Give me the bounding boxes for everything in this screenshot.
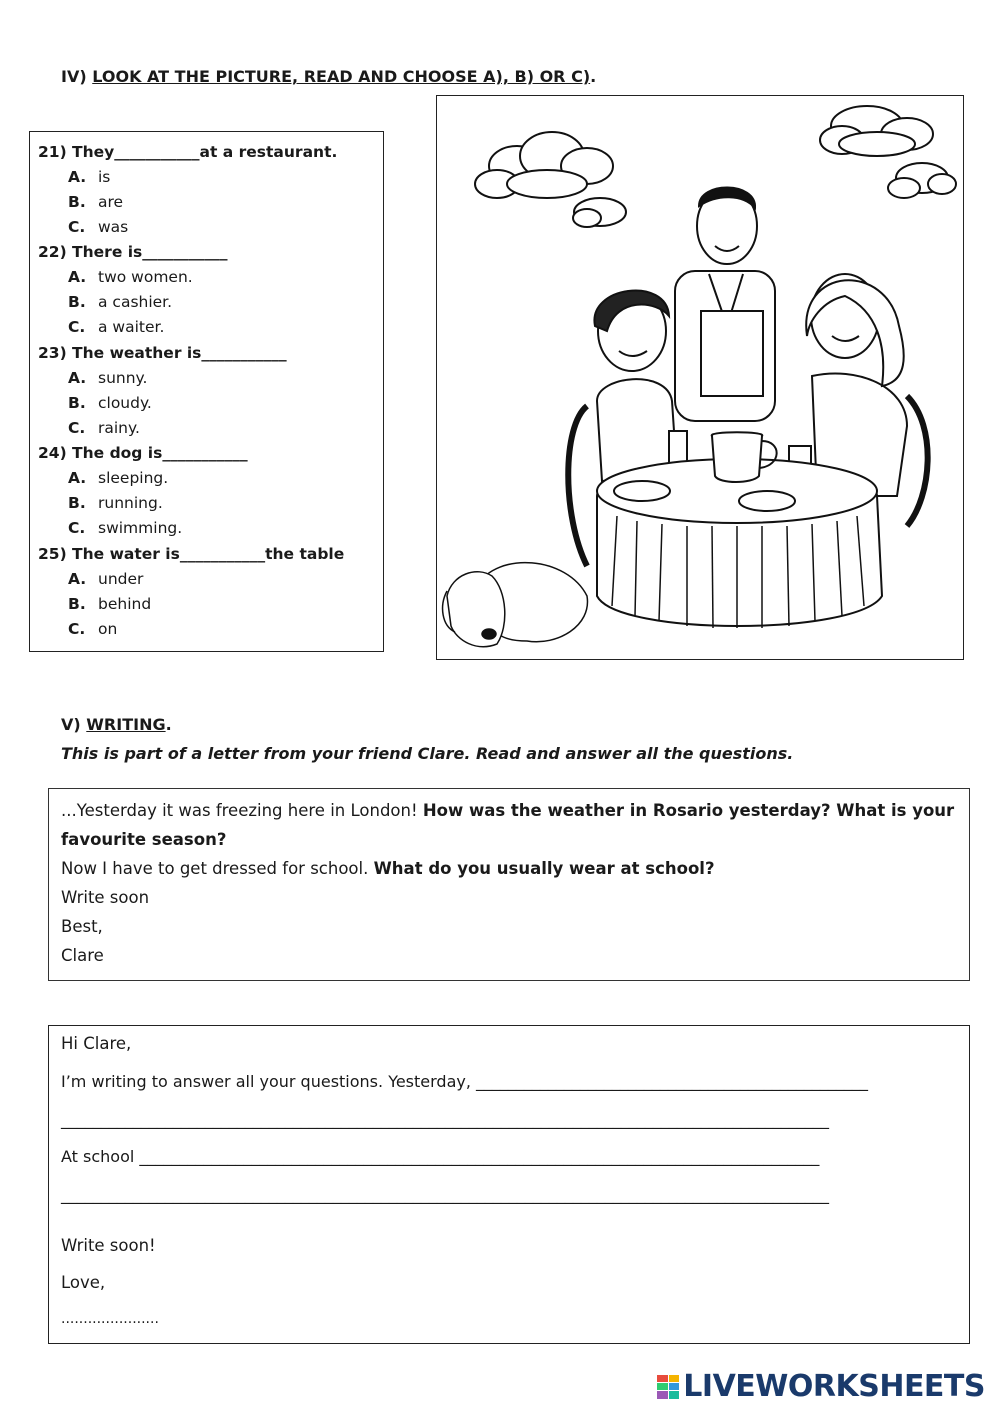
option-25c[interactable]: [68, 620, 117, 638]
reply-line-2[interactable]: ________________________________________________________________________________________________: [61, 1110, 829, 1129]
option-letter: A.: [68, 168, 87, 186]
option-22c[interactable]: [68, 318, 164, 336]
reply-line-4[interactable]: ________________________________________________________________________________________________: [61, 1185, 829, 1204]
section-period: .: [590, 67, 597, 86]
question-24: 24) The dog is___________: [38, 444, 248, 462]
letter-line-2: favourite season?: [61, 830, 227, 849]
option-24b[interactable]: [68, 494, 163, 512]
option-25b[interactable]: [68, 595, 151, 613]
option-letter: C.: [68, 318, 86, 336]
option-25a[interactable]: [68, 570, 143, 588]
reply-signature[interactable]: ......................: [61, 1311, 159, 1327]
option-text: a waiter.: [98, 318, 165, 336]
option-letter: B.: [68, 394, 86, 412]
reply-letter-box: [48, 1025, 970, 1344]
option-letter: B.: [68, 595, 86, 613]
option-letter: A.: [68, 369, 87, 387]
reply-greeting: Hi Clare,: [61, 1034, 132, 1053]
option-letter: C.: [68, 419, 86, 437]
letter-question: How was the weather in Rosario yesterday? What is your: [422, 801, 955, 820]
letter-text: Now I have to get dressed for school.: [61, 859, 374, 878]
reply-closing-2: Love,: [61, 1273, 106, 1292]
option-text: was: [98, 218, 129, 236]
letter-question: What do you usually wear at school?: [373, 859, 715, 878]
cloud-icon: [820, 106, 933, 156]
option-letter: A.: [68, 570, 87, 588]
writing-instruction: This is part of a letter from your friend Clare. Read and answer all the questions.: [61, 744, 794, 763]
liveworksheets-logo: [657, 1369, 985, 1404]
water-jug: [712, 432, 763, 482]
option-letter: A.: [68, 268, 87, 286]
letter-line-6: Clare: [61, 946, 104, 965]
option-text: are: [98, 193, 124, 211]
cloud-icon: [573, 198, 626, 227]
option-letter: B.: [68, 193, 86, 211]
option-text: behind: [98, 595, 152, 613]
question-22: 22) There is___________: [38, 243, 228, 261]
question-23: 23) The weather is___________: [38, 344, 287, 362]
option-22a[interactable]: [68, 268, 193, 286]
option-text: rainy.: [98, 419, 140, 437]
letter-text: ...Yesterday it was freezing here in London!: [61, 801, 423, 820]
section-4-heading: [61, 67, 596, 86]
option-24c[interactable]: [68, 519, 182, 537]
option-text: cloudy.: [98, 394, 152, 412]
option-21b[interactable]: [68, 193, 123, 211]
question-25: 25) The water is___________the table: [38, 545, 345, 563]
cloud-icon: [475, 132, 613, 198]
question-21: 21) They___________at a restaurant.: [38, 143, 338, 161]
option-letter: C.: [68, 519, 86, 537]
logo-text: LIVEWORKSHEETS: [683, 1369, 985, 1404]
letter-line-4: Write soon: [61, 888, 150, 907]
section-title: LOOK AT THE PICTURE, READ AND CHOOSE A), B) OR C): [92, 67, 591, 86]
dog: [443, 563, 588, 647]
option-letter: A.: [68, 469, 87, 487]
logo-icon: [657, 1375, 679, 1399]
restaurant-picture: [436, 95, 964, 660]
letter-line-5: Best,: [61, 917, 103, 936]
option-text: sunny.: [98, 369, 148, 387]
option-23a[interactable]: [68, 369, 147, 387]
reply-line-1[interactable]: I’m writing to answer all your questions. Yesterday, _________________________________________________: [61, 1072, 869, 1091]
option-text: two women.: [98, 268, 193, 286]
letter-line-1: [61, 801, 954, 820]
cloud-icon: [888, 163, 956, 198]
option-letter: C.: [68, 620, 86, 638]
option-21c[interactable]: [68, 218, 128, 236]
woman-left: [594, 291, 687, 481]
section-number: V): [61, 715, 81, 734]
section-number: IV): [61, 67, 87, 86]
restaurant-illustration: [437, 96, 964, 660]
option-text: running.: [98, 494, 163, 512]
reply-closing-1: Write soon!: [61, 1236, 156, 1255]
option-text: on: [98, 620, 118, 638]
option-text: under: [98, 570, 144, 588]
clare-letter-box: [48, 788, 970, 981]
section-5-heading: [61, 715, 172, 734]
option-letter: B.: [68, 293, 86, 311]
option-24a[interactable]: [68, 469, 168, 487]
reply-line-3[interactable]: At school _____________________________________________________________________________________: [61, 1147, 820, 1166]
option-23c[interactable]: [68, 419, 140, 437]
option-text: a cashier.: [98, 293, 173, 311]
letter-line-3: [61, 859, 715, 878]
option-text: swimming.: [98, 519, 183, 537]
option-21a[interactable]: [68, 168, 110, 186]
option-23b[interactable]: [68, 394, 152, 412]
section-title: WRITING: [86, 715, 166, 734]
section-period: .: [165, 715, 172, 734]
option-text: is: [98, 168, 111, 186]
waiter: [675, 187, 775, 421]
option-letter: B.: [68, 494, 86, 512]
option-text: sleeping.: [98, 469, 169, 487]
questions-box: [29, 131, 384, 652]
option-22b[interactable]: [68, 293, 172, 311]
option-letter: C.: [68, 218, 86, 236]
